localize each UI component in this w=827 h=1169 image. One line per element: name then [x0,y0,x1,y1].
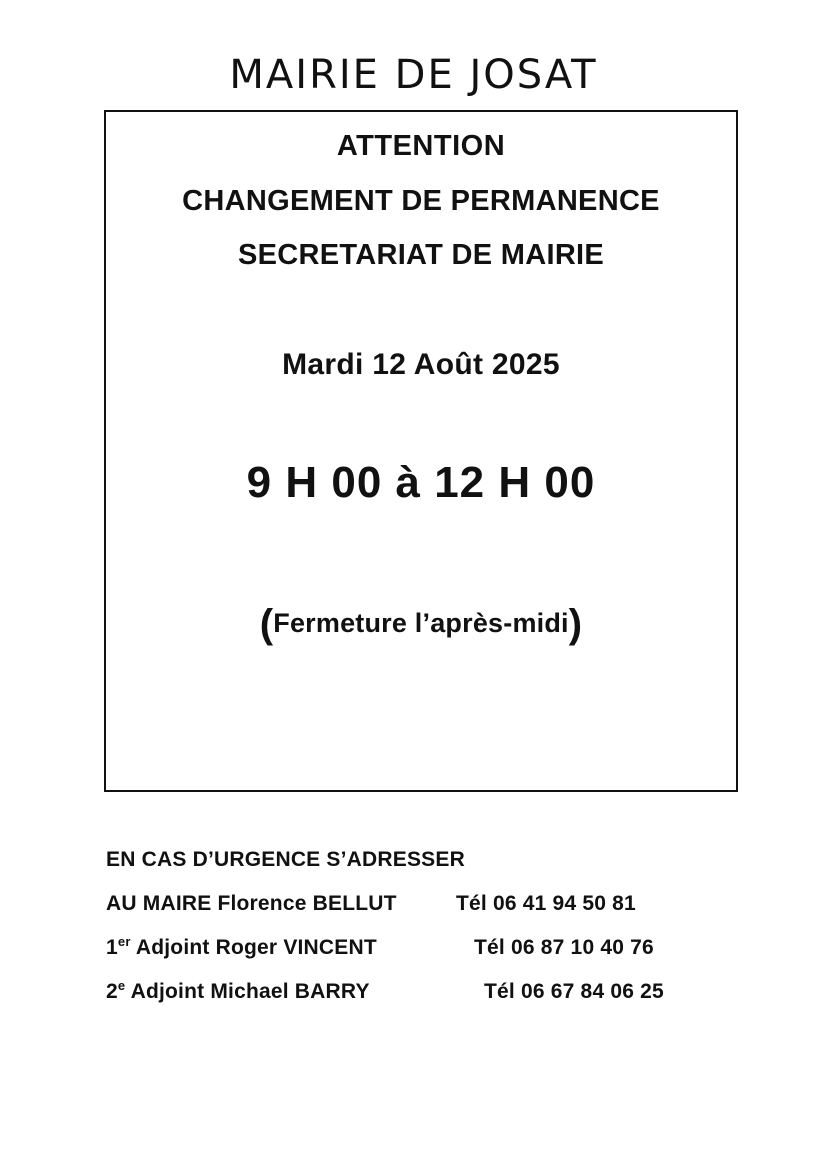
notice-closing [106,602,736,647]
open-paren: ( [259,602,274,646]
contact-role-number: 2 [106,980,118,1003]
contact-role-ordinal: e [117,978,126,993]
contact-role-rest: Adjoint Roger VINCENT [130,936,377,959]
close-paren: ) [568,602,583,646]
notice-box [104,110,738,792]
notice-subject: CHANGEMENT DE PERMANENCE [182,185,660,217]
contact-role-rest: Adjoint Michael BARRY [125,980,370,1003]
notice-office: SECRETARIAT DE MAIRIE [237,239,605,271]
contacts-heading: EN CAS D’URGENCE S’ADRESSER [106,848,465,871]
contact-role-number: 1 [106,936,118,959]
contact-row [106,892,746,916]
contact-row [106,934,746,960]
emergency-contacts [106,848,746,1022]
page-title: MAIRIE DE JOSAT [229,52,598,98]
contact-role-name [106,934,456,960]
contact-phone: Tél 06 67 84 06 25 [484,980,664,1003]
notice-date: Mardi 12 Août 2025 [282,348,560,381]
notice-closing-text: Fermeture l’après-midi [273,608,569,638]
contact-phone: Tél 06 41 94 50 81 [456,892,636,915]
notice-attention: ATTENTION [336,130,506,162]
contact-role-name: AU MAIRE Florence BELLUT [106,892,397,915]
contact-phone: Tél 06 87 10 40 76 [474,936,654,959]
notice-hours: 9 H 00 à 12 H 00 [246,458,596,507]
contact-role-name [106,978,456,1004]
contact-role-ordinal: er [117,934,131,949]
notice-content [106,112,736,647]
contact-row [106,978,746,1004]
